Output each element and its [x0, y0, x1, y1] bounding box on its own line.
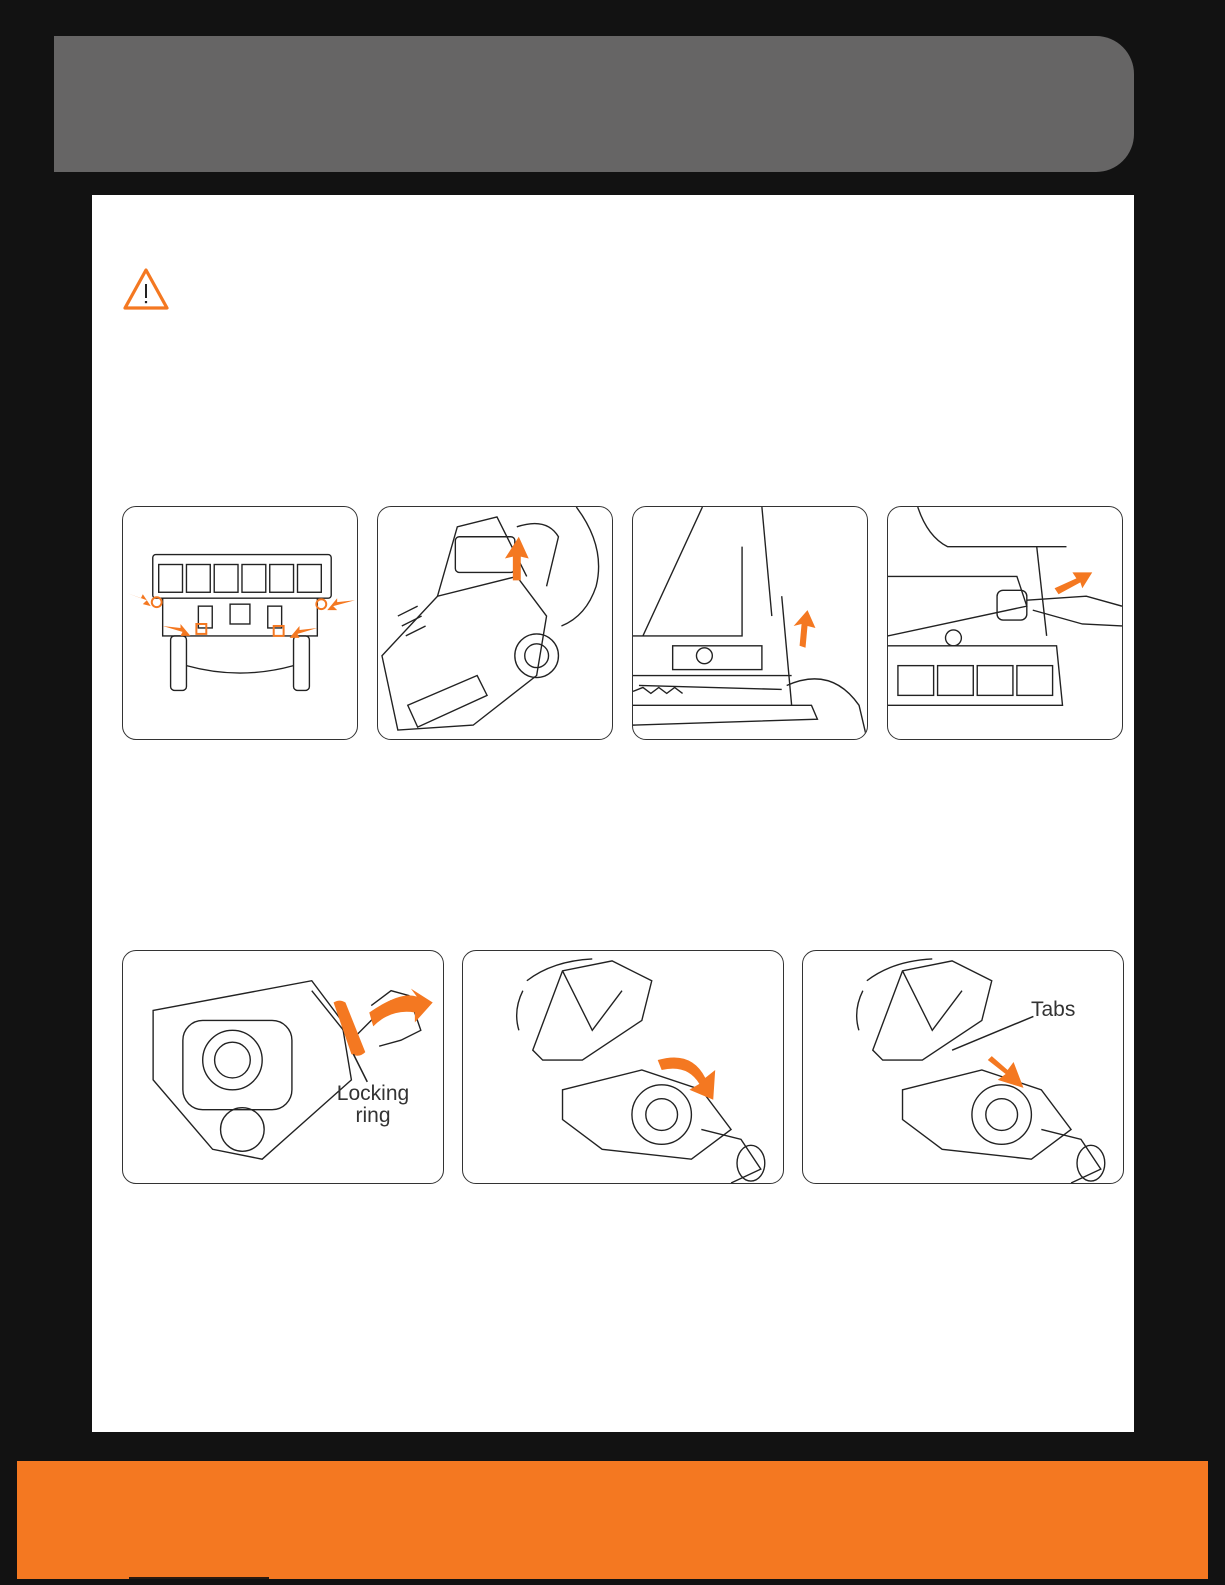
turbo-tool-drawing: [123, 951, 443, 1183]
remove-brushbar-end-drawing: [888, 507, 1122, 739]
header-bar: [54, 36, 1134, 172]
lift-brushbar-drawing: [633, 507, 867, 739]
illustration-turbo-tool-tabs: [802, 950, 1124, 1184]
warning-triangle-icon: [122, 266, 170, 312]
locking-ring-label: [323, 1083, 423, 1127]
turbo-tool-tabs-drawing: [803, 951, 1123, 1183]
locking-ring-label-line1: Locking: [336, 1082, 410, 1105]
footer-underline: [129, 1577, 269, 1579]
content-panel: [92, 195, 1134, 1432]
lift-cover-drawing: [378, 507, 612, 739]
illustration-remove-brushbar-end: [887, 506, 1123, 740]
footer-bar: [17, 1461, 1208, 1579]
illustration-brushbar-underside: [122, 506, 358, 740]
illustration-turbo-tool-locking-ring: [122, 950, 444, 1184]
tabs-label: Tabs: [1031, 998, 1076, 1021]
illustration-lift-brushbar: [632, 506, 868, 740]
illustration-lift-cover: [377, 506, 613, 740]
illustration-turbo-tool-open-cover: [462, 950, 784, 1184]
brushbar-underside-drawing: [123, 507, 357, 739]
turbo-tool-open-cover-drawing: [463, 951, 783, 1183]
locking-ring-label-line2: ring: [355, 1104, 391, 1127]
